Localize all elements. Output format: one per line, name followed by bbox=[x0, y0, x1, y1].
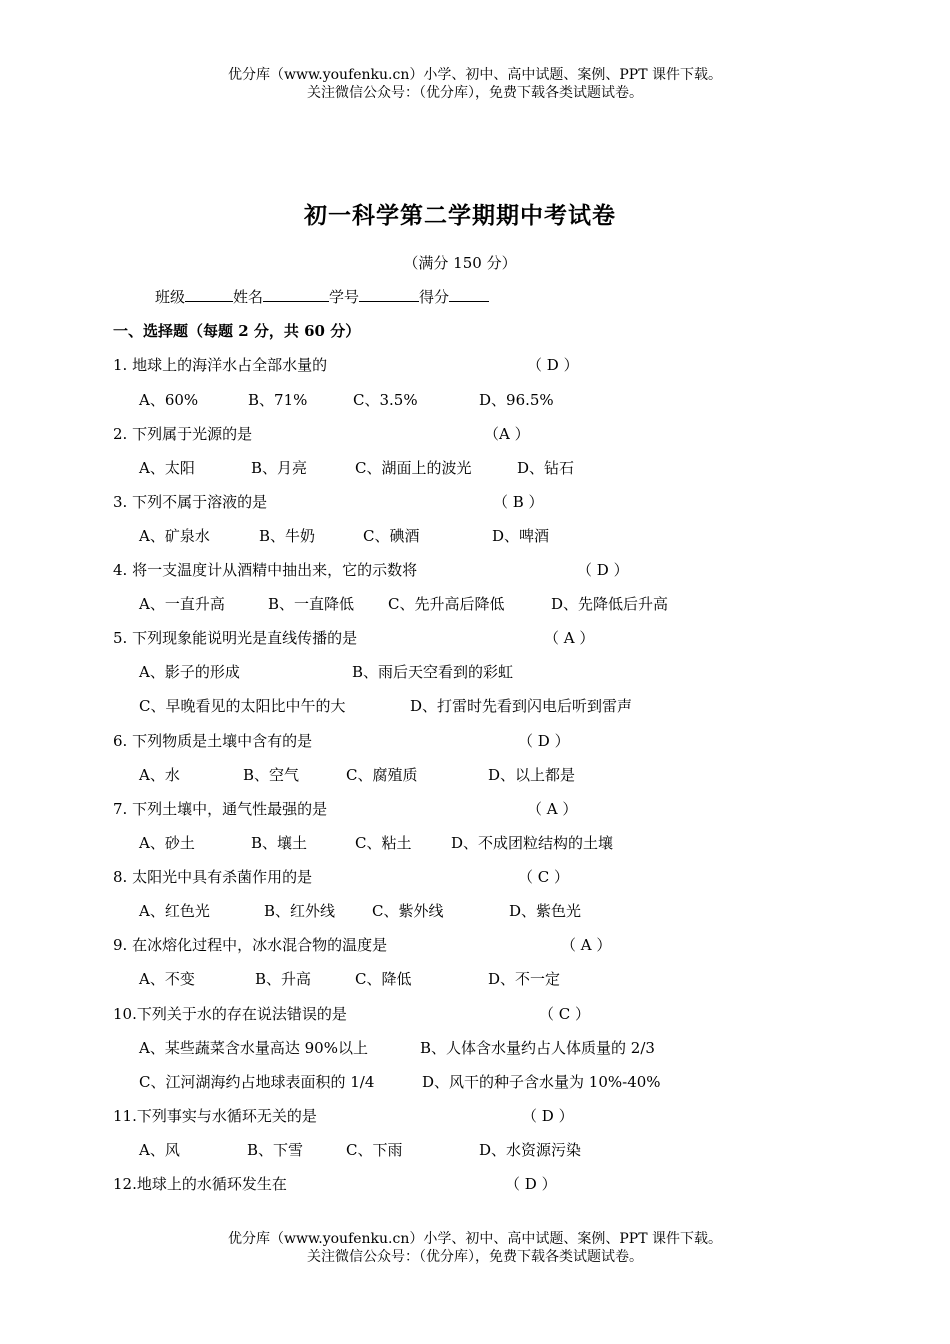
option-2a: A、太阳 bbox=[139, 459, 195, 477]
option-2d: D、钻石 bbox=[517, 459, 575, 477]
answer-3: （ B ） bbox=[493, 493, 544, 511]
option-10c: C、江河湖海约占地球表面积的 1/4 bbox=[139, 1073, 375, 1091]
option-8c: C、紫外线 bbox=[372, 902, 444, 920]
question-11: 11.下列事实与水循环无关的是 bbox=[113, 1107, 317, 1125]
answer-7: （ A ） bbox=[527, 800, 578, 818]
option-5b: B、雨后天空看到的彩虹 bbox=[352, 663, 514, 681]
option-1b: B、71% bbox=[248, 391, 308, 409]
answer-1: （ D ） bbox=[527, 356, 579, 374]
option-4a: A、一直升高 bbox=[139, 595, 225, 613]
option-11d: D、水资源污染 bbox=[479, 1141, 582, 1159]
option-9b: B、升高 bbox=[255, 970, 312, 988]
footer-line-1: 优分库（www.youfenku.cn）小学、初中、高中试题、案例、PPT 课件下载。 bbox=[227, 1231, 722, 1247]
option-6d: D、以上都是 bbox=[488, 766, 576, 784]
answer-12: （ D ） bbox=[505, 1175, 557, 1193]
option-1a: A、60% bbox=[139, 391, 199, 409]
option-3b: B、牛奶 bbox=[259, 527, 316, 545]
option-1d: D、96.5% bbox=[479, 391, 554, 409]
option-7d: D、不成团粒结构的土壤 bbox=[451, 834, 614, 852]
number-blank bbox=[359, 287, 419, 302]
name-blank bbox=[263, 287, 329, 302]
page-header bbox=[0, 66, 950, 102]
option-10d: D、风干的种子含水量为 10%-40% bbox=[422, 1073, 661, 1091]
answer-9: （ A ） bbox=[561, 936, 612, 954]
option-2c: C、湖面上的波光 bbox=[355, 459, 472, 477]
page-footer bbox=[0, 1230, 950, 1266]
option-5c: C、早晚看见的太阳比中午的大 bbox=[139, 697, 346, 715]
option-3d: D、啤酒 bbox=[492, 527, 550, 545]
score-blank bbox=[449, 287, 489, 302]
exam-subtitle: （满分 150 分） bbox=[403, 254, 517, 272]
option-9a: A、不变 bbox=[139, 970, 195, 988]
option-1c: C、3.5% bbox=[353, 391, 418, 409]
section-heading: 一、选择题（每题 2 分，共 60 分） bbox=[113, 322, 361, 340]
class-blank bbox=[185, 287, 233, 302]
option-10b: B、人体含水量约占人体质量的 2/3 bbox=[420, 1039, 655, 1057]
option-7a: A、砂土 bbox=[139, 834, 195, 852]
answer-2: （A ） bbox=[484, 425, 530, 443]
question-4: 4. 将一支温度计从酒精中抽出来，它的示数将 bbox=[113, 561, 418, 579]
header-line-2: 关注微信公众号：（优分库），免费下载各类试题试卷。 bbox=[307, 85, 643, 101]
score-label: 得分 bbox=[419, 288, 450, 306]
answer-11: （ D ） bbox=[522, 1107, 574, 1125]
question-9: 9. 在冰熔化过程中，冰水混合物的温度是 bbox=[113, 936, 388, 954]
question-7: 7. 下列土壤中，通气性最强的是 bbox=[113, 800, 328, 818]
option-6c: C、腐殖质 bbox=[346, 766, 418, 784]
question-8: 8. 太阳光中具有杀菌作用的是 bbox=[113, 868, 313, 886]
option-10a: A、某些蔬菜含水量高达 90%以上 bbox=[139, 1039, 368, 1057]
option-11a: A、风 bbox=[139, 1141, 180, 1159]
option-7c: C、粘土 bbox=[355, 834, 412, 852]
question-6: 6. 下列物质是土壤中含有的是 bbox=[113, 732, 313, 750]
answer-10: （ C ） bbox=[539, 1005, 591, 1023]
question-2: 2. 下列属于光源的是 bbox=[113, 425, 253, 443]
question-12: 12.地球上的水循环发生在 bbox=[113, 1175, 287, 1193]
question-3: 3. 下列不属于溶液的是 bbox=[113, 493, 268, 511]
option-4b: B、一直降低 bbox=[268, 595, 355, 613]
option-11c: C、下雨 bbox=[346, 1141, 403, 1159]
option-3c: C、碘酒 bbox=[363, 527, 420, 545]
option-8d: D、紫色光 bbox=[509, 902, 582, 920]
option-5a: A、影子的形成 bbox=[139, 663, 240, 681]
question-1: 1. 地球上的海洋水占全部水量的 bbox=[113, 356, 328, 374]
option-3a: A、矿泉水 bbox=[139, 527, 210, 545]
answer-8: （ C ） bbox=[518, 868, 570, 886]
question-10: 10.下列关于水的存在说法错误的是 bbox=[113, 1005, 347, 1023]
number-label: 学号 bbox=[329, 288, 360, 306]
answer-4: （ D ） bbox=[577, 561, 629, 579]
option-8a: A、红色光 bbox=[139, 902, 210, 920]
option-2b: B、月亮 bbox=[251, 459, 308, 477]
footer-line-2: 关注微信公众号：（优分库），免费下载各类试题试卷。 bbox=[307, 1249, 643, 1265]
option-9d: D、不一定 bbox=[488, 970, 561, 988]
name-label: 姓名 bbox=[233, 288, 264, 306]
option-7b: B、壤土 bbox=[251, 834, 308, 852]
option-8b: B、红外线 bbox=[264, 902, 336, 920]
option-9c: C、降低 bbox=[355, 970, 412, 988]
student-info-line bbox=[155, 286, 489, 307]
option-4c: C、先升高后降低 bbox=[388, 595, 505, 613]
answer-5: （ A ） bbox=[544, 629, 595, 647]
exam-title: 初一科学第二学期期中考试卷 bbox=[304, 202, 616, 229]
header-line-1: 优分库（www.youfenku.cn）小学、初中、高中试题、案例、PPT 课件下载。 bbox=[227, 67, 722, 83]
question-5: 5. 下列现象能说明光是直线传播的是 bbox=[113, 629, 358, 647]
option-5d: D、打雷时先看到闪电后听到雷声 bbox=[410, 697, 633, 715]
option-6b: B、空气 bbox=[243, 766, 300, 784]
option-6a: A、水 bbox=[139, 766, 180, 784]
option-4d: D、先降低后升高 bbox=[551, 595, 669, 613]
option-11b: B、下雪 bbox=[247, 1141, 304, 1159]
class-label: 班级 bbox=[155, 288, 186, 306]
answer-6: （ D ） bbox=[518, 732, 570, 750]
